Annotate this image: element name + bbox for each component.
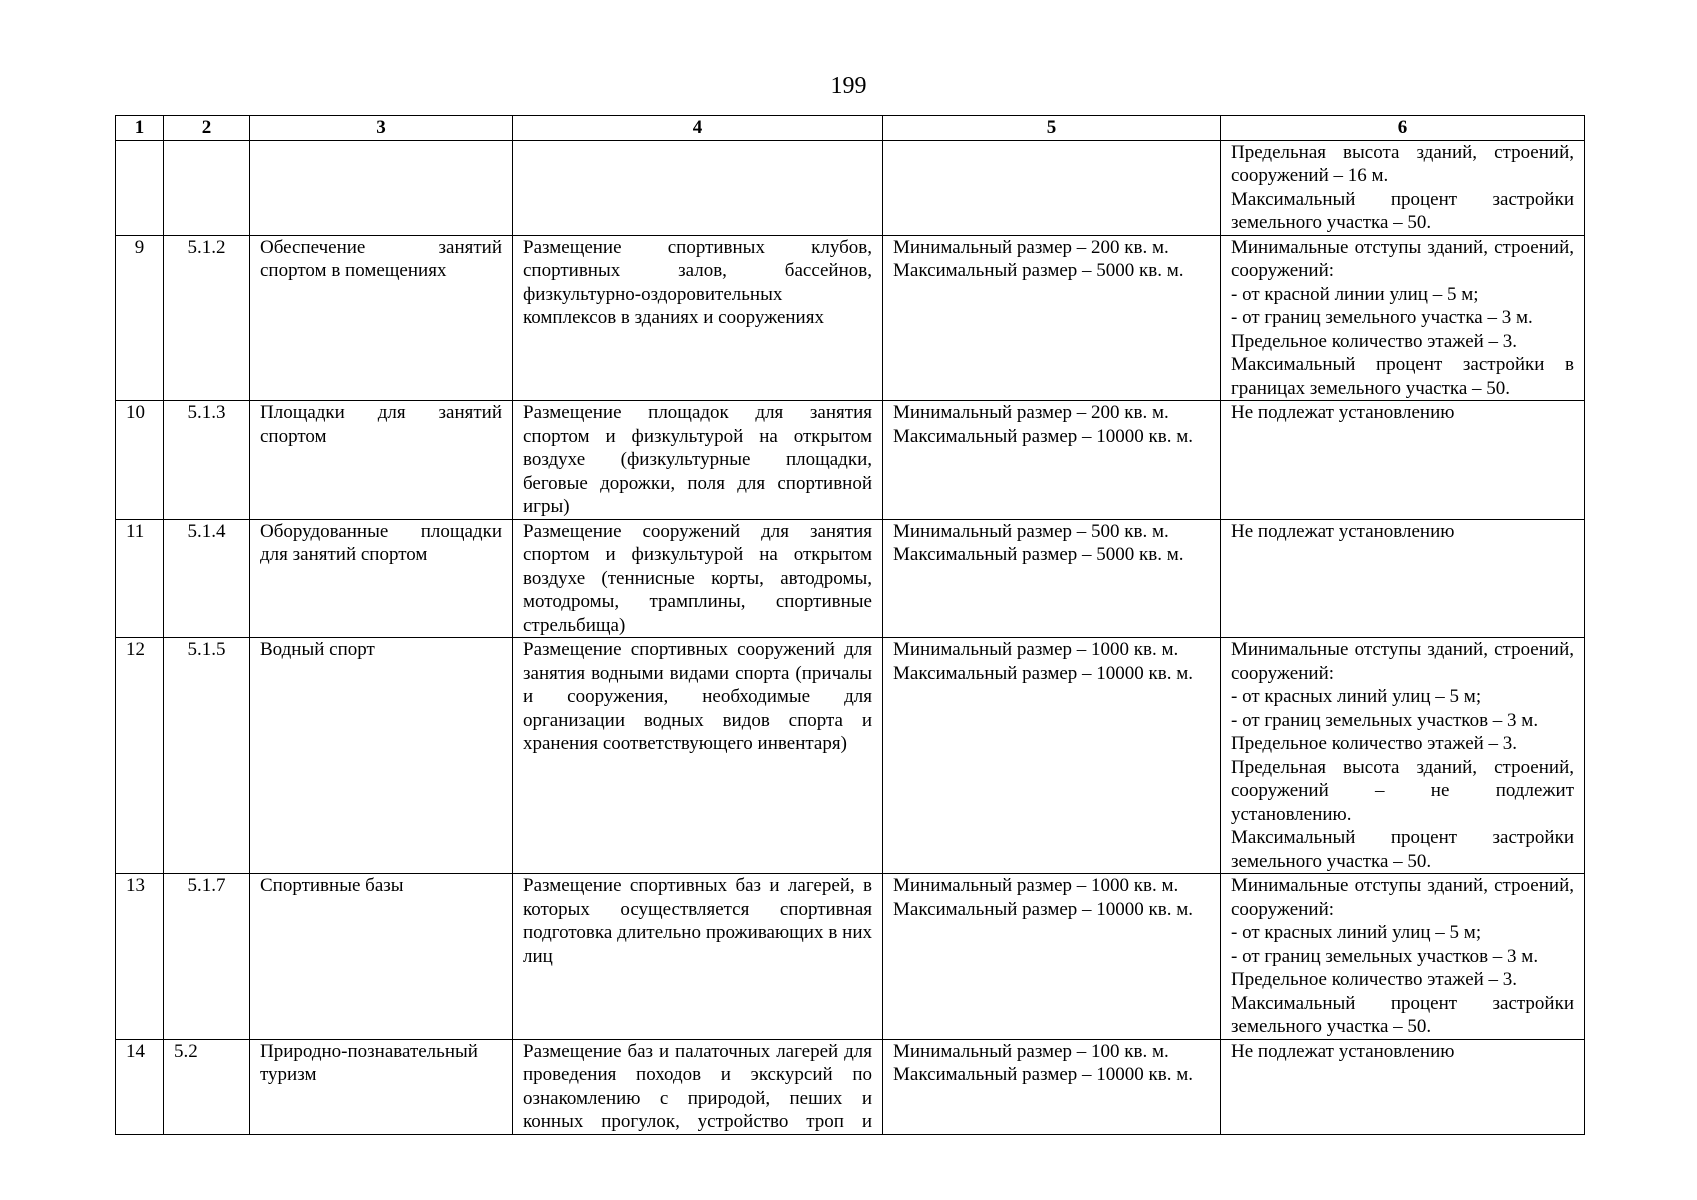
table-row	[116, 519, 1585, 638]
param-line: Минимальные отступы зданий, строений, сооружений:	[1231, 236, 1574, 281]
row-size	[883, 235, 1221, 401]
column-header: 5	[883, 116, 1221, 141]
row-size	[883, 519, 1221, 638]
param-line: Предельное количество этажей – 3.	[1231, 330, 1518, 352]
size-max: Максимальный размер – 5000 кв. м.	[893, 260, 1184, 281]
size-min: Минимальный размер – 200 кв. м.	[893, 236, 1169, 258]
param-line: Максимальный процент застройки земельного участка – 50.	[1231, 992, 1574, 1037]
row-name: Оборудованные площадки для занятий спортом	[250, 519, 513, 638]
size-max: Максимальный размер – 10000 кв. м.	[893, 662, 1194, 684]
size-min: Минимальный размер – 1000 кв. м.	[893, 875, 1179, 896]
size-min: Минимальный размер – 1000 кв. м.	[893, 639, 1179, 660]
column-header: 6	[1221, 116, 1585, 141]
param-line: Минимальные отступы зданий, строений, сооружений:	[1231, 875, 1574, 920]
row-code: 5.2	[164, 1039, 250, 1134]
param-line: Предельная высота зданий, строений, сооружений – не подлежит установлению.	[1231, 756, 1574, 825]
row-name: Природно-познавательный туризм	[250, 1039, 513, 1134]
row-description: Размещение площадок для занятия спортом и физкультурой на открытом воздухе (физкультурные площадки, беговые дорожки, поля для спортивной игры)	[513, 401, 883, 520]
size-max: Максимальный размер – 5000 кв. м.	[893, 544, 1184, 565]
param-line: - от границ земельных участков – 3 м.	[1231, 945, 1539, 967]
row-size	[883, 638, 1221, 874]
row-code: 5.1.4	[164, 519, 250, 638]
table-header-row	[116, 116, 1585, 141]
row-code: 5.1.3	[164, 401, 250, 520]
row-size	[883, 874, 1221, 1040]
param-line: Не подлежат установлению	[1231, 402, 1455, 423]
row-description	[513, 140, 883, 235]
param-line: Максимальный процент застройки земельного участка – 50.	[1231, 827, 1574, 872]
row-params	[1221, 1039, 1585, 1134]
row-name: Водный спорт	[250, 638, 513, 874]
row-description-text: Размещение баз и палаточных лагерей для проведения походов и экскурсий по ознакомлению с природой, пеших и конных прогулок, устройство троп и	[523, 1040, 872, 1132]
row-code: 5.1.2	[164, 235, 250, 401]
param-line: Предельное количество этажей – 3.	[1231, 969, 1518, 990]
row-number: 9	[116, 235, 164, 401]
row-name	[250, 140, 513, 235]
column-header: 1	[116, 116, 164, 141]
size-min: Минимальный размер – 200 кв. м.	[893, 402, 1169, 423]
row-number	[116, 140, 164, 235]
zoning-table	[115, 115, 1585, 1135]
param-line: Предельная высота зданий, строений, сооружений – 16 м.	[1231, 141, 1574, 186]
row-number: 12	[116, 638, 164, 874]
row-params	[1221, 874, 1585, 1040]
table-row	[116, 1039, 1585, 1134]
row-size	[883, 140, 1221, 235]
table-row	[116, 638, 1585, 874]
row-number: 13	[116, 874, 164, 1040]
row-description: Размещение спортивных клубов, спортивных залов, бассейнов, физкультурно-оздоровительных комплексов в зданиях и сооружениях	[513, 235, 883, 401]
row-description: Размещение спортивных баз и лагерей, в которых осуществляется спортивная подготовка длительно проживающих в них лиц	[513, 874, 883, 1040]
row-params	[1221, 401, 1585, 520]
row-name: Спортивные базы	[250, 874, 513, 1040]
column-header: 3	[250, 116, 513, 141]
param-line: - от границ земельного участка – 3 м.	[1231, 307, 1533, 328]
param-line: Предельное количество этажей – 3.	[1231, 733, 1518, 754]
param-line: Минимальные отступы зданий, строений, сооружений:	[1231, 639, 1574, 684]
page-number: 199	[830, 73, 867, 99]
row-name: Площадки для занятий спортом	[250, 401, 513, 520]
row-params	[1221, 235, 1585, 401]
column-header: 2	[164, 116, 250, 141]
param-line: Не подлежат установлению	[1231, 1040, 1455, 1062]
size-max: Максимальный размер – 10000 кв. м.	[893, 425, 1194, 447]
table-row	[116, 401, 1585, 520]
param-line: Максимальный процент застройки в границах земельного участка – 50.	[1231, 354, 1574, 399]
table-row	[116, 140, 1585, 235]
row-code	[164, 140, 250, 235]
row-size	[883, 1039, 1221, 1134]
param-line: - от границ земельных участков – 3 м.	[1231, 709, 1539, 731]
column-header: 4	[513, 116, 883, 141]
row-size	[883, 401, 1221, 520]
row-params	[1221, 638, 1585, 874]
param-line: - от красной линии улиц – 5 м;	[1231, 283, 1479, 305]
size-min: Минимальный размер – 500 кв. м.	[893, 520, 1169, 542]
row-code: 5.1.7	[164, 874, 250, 1040]
table-row	[116, 874, 1585, 1040]
param-line: Не подлежат установлению	[1231, 520, 1455, 542]
row-params	[1221, 519, 1585, 638]
row-number: 11	[116, 519, 164, 638]
param-line: Максимальный процент застройки земельного участка – 50.	[1231, 188, 1574, 233]
size-max: Максимальный размер – 10000 кв. м.	[893, 898, 1194, 920]
row-number: 14	[116, 1039, 164, 1134]
param-line: - от красных линий улиц – 5 м;	[1231, 686, 1482, 707]
row-description: Размещение сооружений для занятия спортом и физкультурой на открытом воздухе (теннисные корты, автодромы, мотодромы, трамплины, спортивные стрельбища)	[513, 519, 883, 638]
size-max: Максимальный размер – 10000 кв. м.	[893, 1064, 1194, 1085]
row-params	[1221, 140, 1585, 235]
row-code: 5.1.5	[164, 638, 250, 874]
row-description: Размещение спортивных сооружений для занятия водными видами спорта (причалы и сооружения, необходимые для организации водных видов спорта и хранения соответствующего инвентаря)	[513, 638, 883, 874]
row-number: 10	[116, 401, 164, 520]
table-row	[116, 235, 1585, 401]
row-description	[513, 1039, 883, 1134]
row-name: Обеспечение занятий спортом в помещениях	[250, 235, 513, 401]
param-line: - от красных линий улиц – 5 м;	[1231, 922, 1482, 943]
size-min: Минимальный размер – 100 кв. м.	[893, 1040, 1169, 1062]
